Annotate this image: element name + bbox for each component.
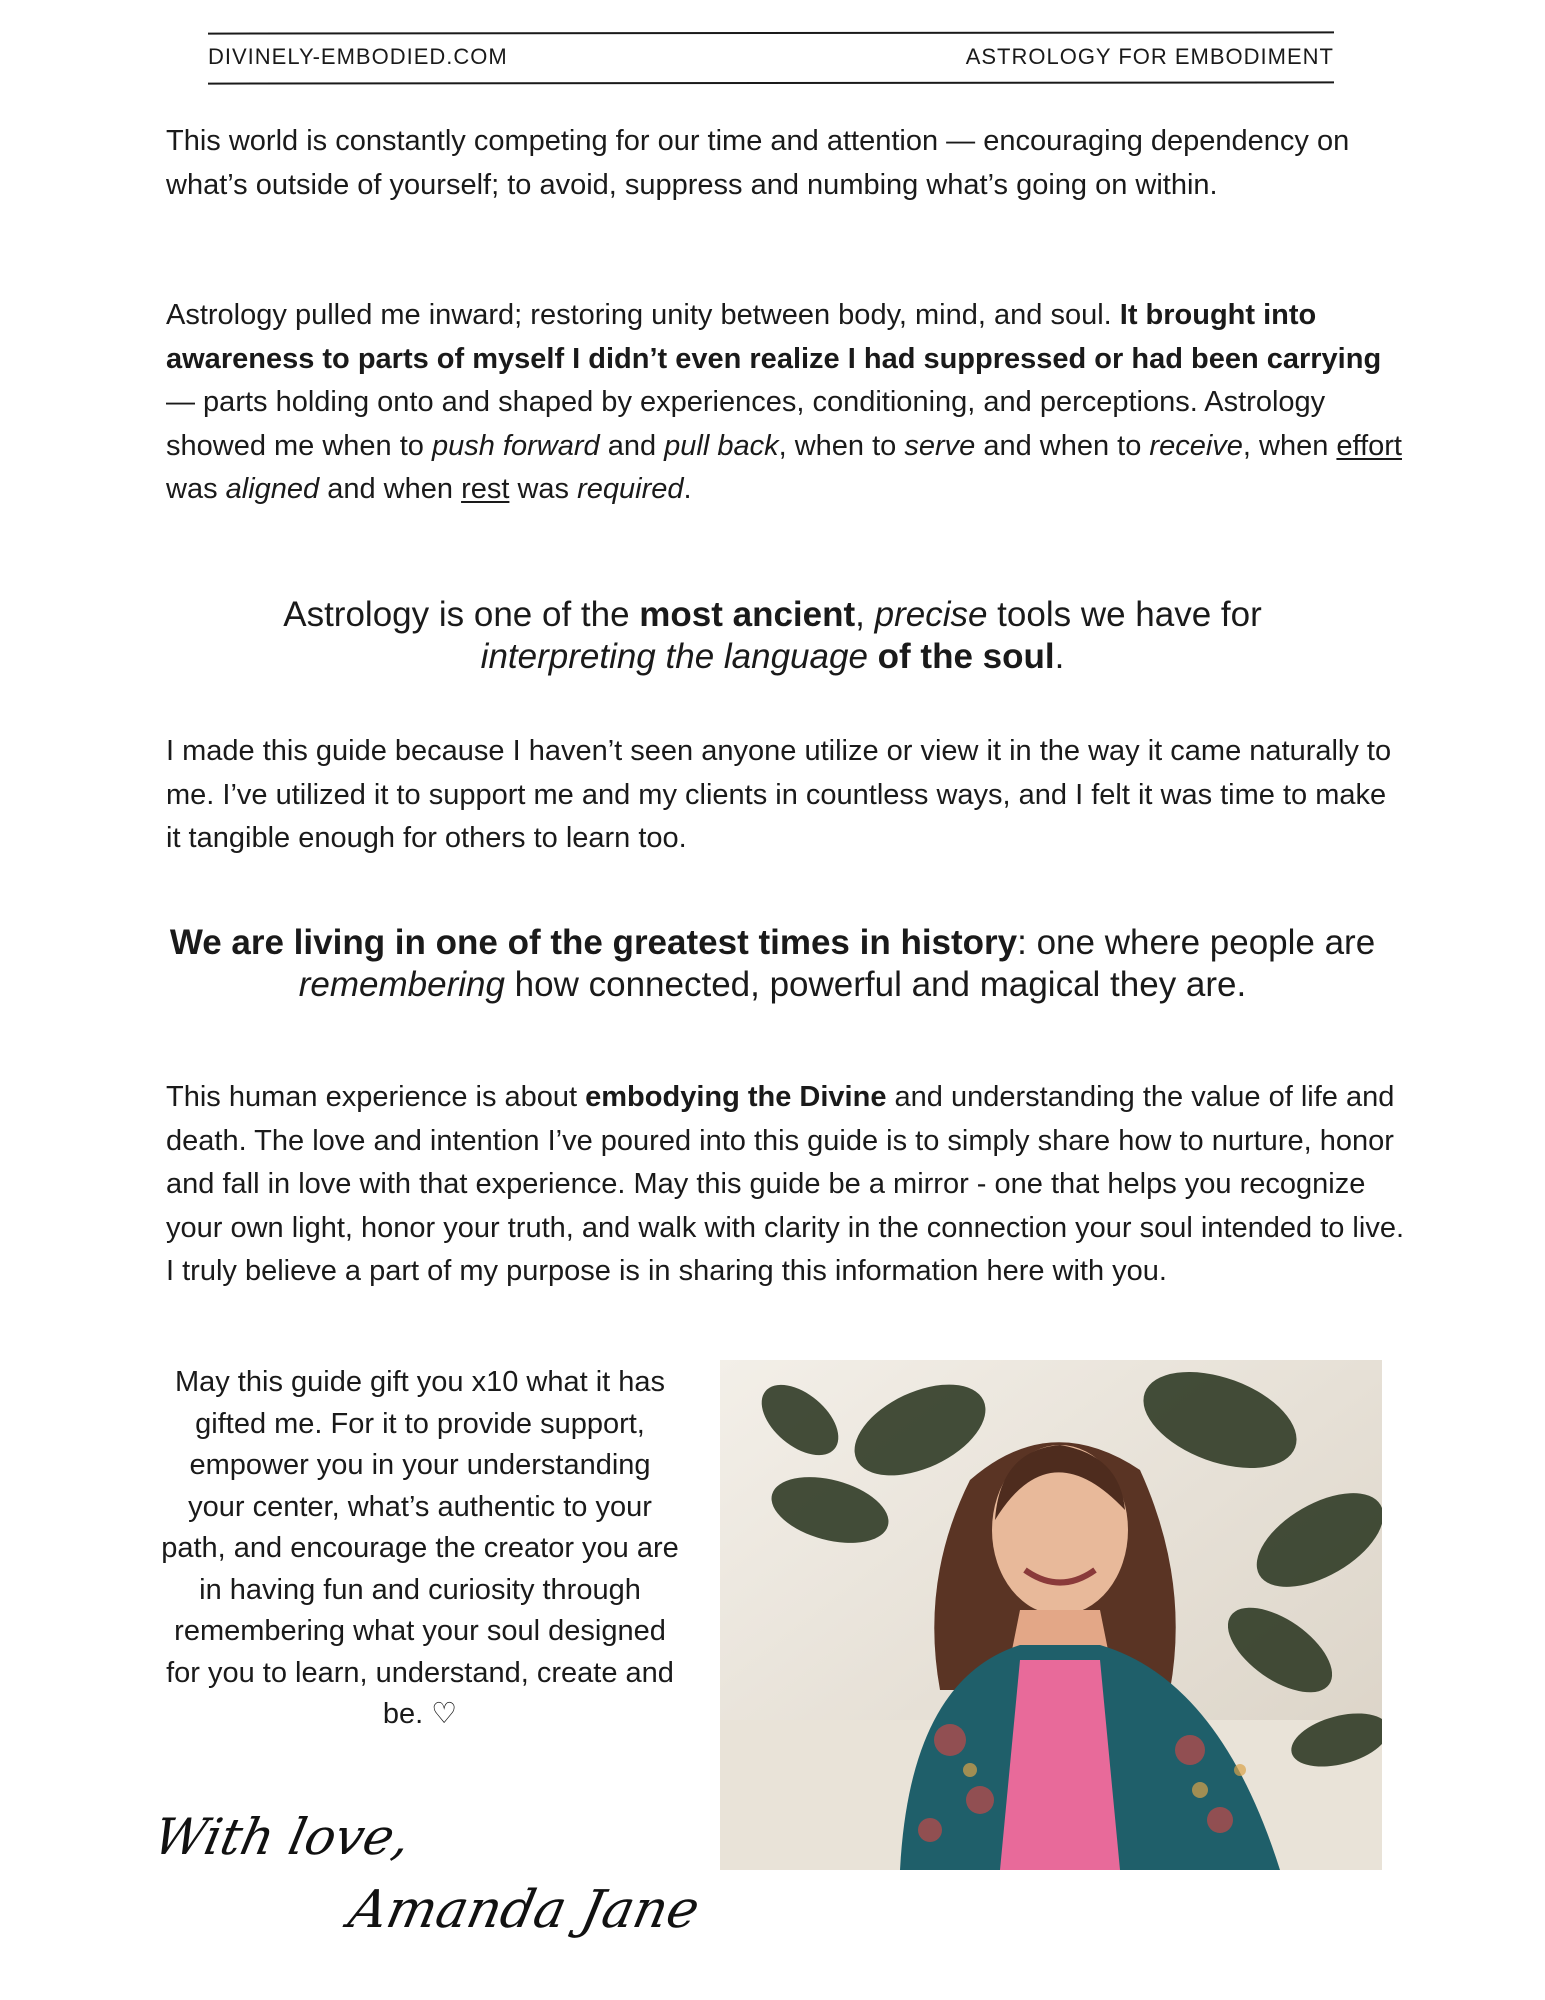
italic-segment: required bbox=[577, 473, 684, 505]
text-segment: how connected, powerful and magical they are. bbox=[504, 965, 1247, 1004]
intro-paragraph bbox=[166, 120, 1406, 207]
text-segment: . bbox=[683, 473, 692, 505]
bold-segment: It brought into awareness to parts of myself I didn’t even realize I had suppressed or had been carrying bbox=[166, 299, 1382, 375]
human-experience-paragraph bbox=[166, 1076, 1406, 1294]
text-segment: : one where people are bbox=[1017, 923, 1376, 962]
text-segment: Astrology is one of the bbox=[283, 595, 640, 634]
text-segment: Astrology pulled me inward; restoring unity between body, mind, and soul. bbox=[166, 299, 1120, 331]
text-segment: This human experience is about bbox=[166, 1081, 586, 1113]
italic-segment: pull back bbox=[664, 429, 779, 462]
italic-segment: precise bbox=[874, 595, 988, 634]
italic-segment: push forward bbox=[431, 429, 600, 462]
text-segment: and when bbox=[319, 473, 462, 505]
bold-segment: embodying the Divine bbox=[585, 1081, 887, 1113]
signature-name: Amanda Jane bbox=[343, 1880, 705, 1940]
site-name[interactable]: DIVINELY-EMBODIED.COM bbox=[208, 44, 508, 69]
closing-blessing bbox=[160, 1362, 680, 1736]
italic-segment: remembering bbox=[298, 965, 505, 1004]
text-segment bbox=[868, 637, 878, 676]
text-segment: and bbox=[599, 429, 665, 462]
intro-text: This world is constantly competing for our time and attention — encouraging dependency on what’s outside of yourself; to avoid, suppress and numbing what’s going on within. bbox=[166, 125, 1350, 201]
pull-quote-history bbox=[90, 922, 1455, 1006]
header-top-rule bbox=[208, 31, 1334, 34]
pull-quote-ancient bbox=[90, 594, 1455, 678]
signature-sign-off: With love, bbox=[148, 1808, 416, 1866]
guide-purpose-paragraph bbox=[166, 730, 1406, 861]
text-segment: was bbox=[509, 473, 578, 505]
guide-purpose-text: I made this guide because I haven’t seen anyone utilize or view it in the way it came naturally to me. I’ve utilized it to support me and my clients in countless ways, and I felt it was time to make it tangible enough for others to learn too. bbox=[166, 735, 1392, 854]
italic-segment: receive bbox=[1149, 429, 1243, 462]
text-segment: was bbox=[166, 473, 226, 505]
astrology-paragraph bbox=[166, 294, 1406, 512]
italic-segment: interpreting the language bbox=[480, 637, 868, 676]
italic-segment: serve bbox=[904, 429, 976, 462]
text-segment: tools we have for bbox=[987, 595, 1262, 634]
text-segment: . bbox=[1054, 637, 1065, 676]
text-segment: — parts holding onto and shaped by experiences, conditioning, and perceptions. Astrology showed me when to bbox=[166, 386, 1326, 462]
italic-segment: aligned bbox=[225, 473, 320, 505]
text-segment: and understanding the value of life and death. The love and intention I’ve poured into this guide is to simply share how to nurture, honor and fall in love with that experience. May this guide be a mirror - one that helps you recognize your own light, honor your truth, and walk with clarity in the connection your soul intended to live. I truly believe a part of my purpose is in sharing this information here with you. bbox=[166, 1081, 1405, 1287]
header-bottom-rule bbox=[208, 81, 1334, 84]
header-tagline: ASTROLOGY FOR EMBODIMENT bbox=[965, 44, 1334, 69]
closing-text: May this guide gift you x10 what it has gifted me. For it to provide support, empower you in your understanding your center, what’s authentic to your path, and encourage the creator you are in having fun and curiosity through remembering what your soul designed for you to learn, understand, create and be. ♡ bbox=[161, 1366, 679, 1730]
underlined-segment: effort bbox=[1336, 429, 1402, 462]
bold-segment: of the soul bbox=[877, 637, 1055, 676]
text-segment: , when bbox=[1242, 429, 1337, 462]
underlined-segment: rest bbox=[461, 473, 510, 505]
author-portrait-photo bbox=[720, 1360, 1382, 1870]
text-segment: and when to bbox=[975, 429, 1150, 462]
text-segment: , when to bbox=[778, 429, 905, 462]
portrait-illustration bbox=[720, 1360, 1382, 1870]
bold-segment: We are living in one of the greatest times in history bbox=[169, 923, 1018, 962]
text-segment: , bbox=[855, 595, 875, 634]
bold-segment: most ancient bbox=[639, 595, 856, 634]
